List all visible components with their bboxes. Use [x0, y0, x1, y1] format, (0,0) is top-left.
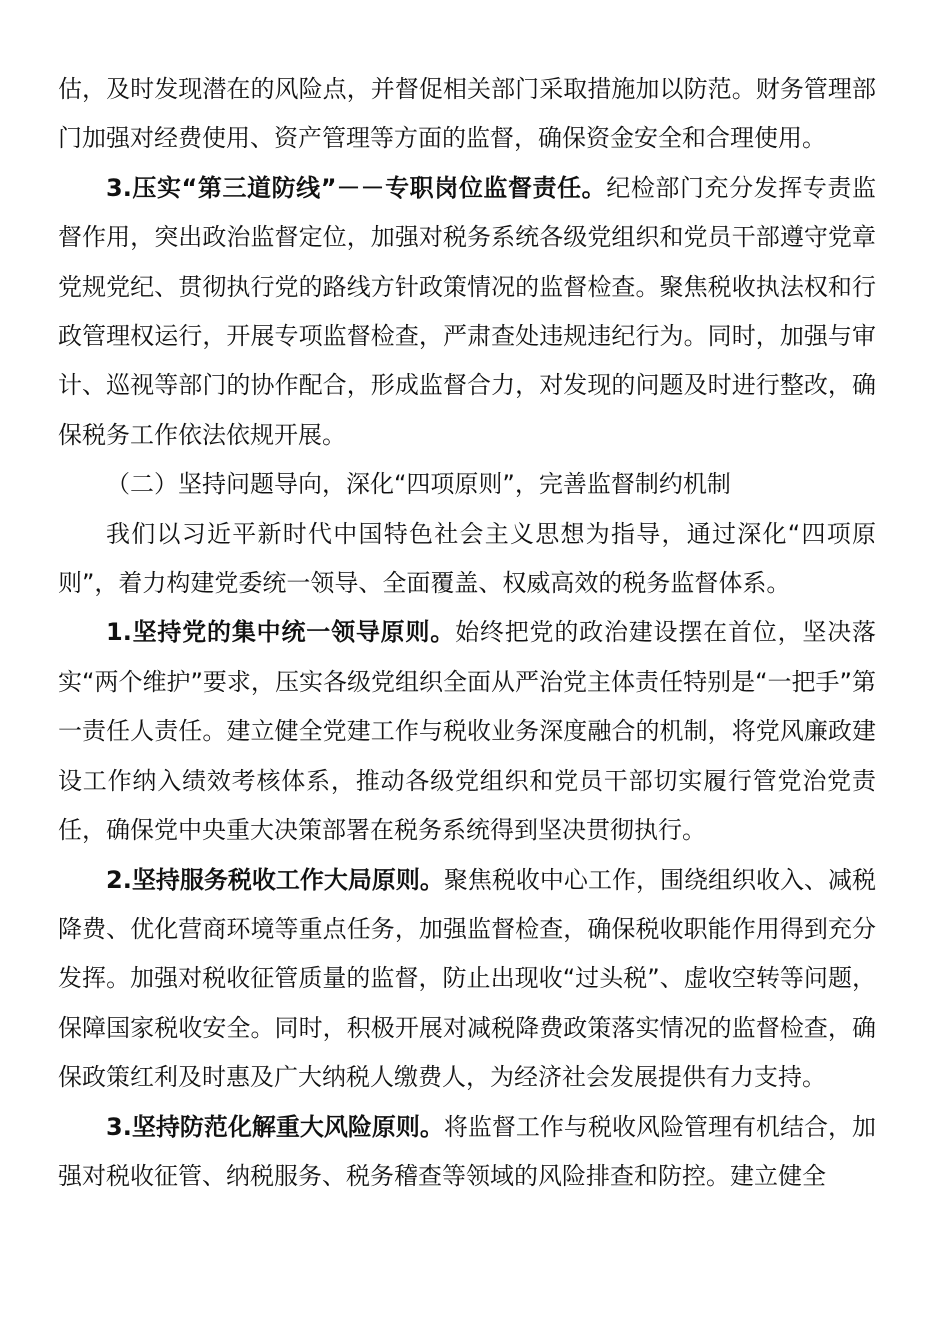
paragraph-text: 将监督工作与税收风险管理有机结合，加强对税收征管、纳税服务、税务稽查等领域的风险排查和防控。建立健全: [58, 1112, 876, 1190]
paragraph-principle-1: [58, 608, 876, 855]
item-heading: 3.坚持防范化解重大风险原则。: [106, 1112, 444, 1141]
paragraph-text: 纪检部门充分发挥专责监督作用，突出政治监督定位，加强对税务系统各级党组织和党员干部遵守党章党规党纪、贯彻执行党的路线方针政策情况的监督检查。聚焦税收执法权和行政管理权运行，开展专项监督检查，严肃查处违规违纪行为。同时，加强与审计、巡视等部门的协作配合，形成监督合力，对发现的问题及时进行整改，确保税务工作依法依规开展。: [58, 173, 876, 449]
paragraph-text: 始终把党的政治建设摆在首位，坚决落实“两个维护”要求，压实各级党组织全面从严治党主体责任特别是“一把手”第一责任人责任。建立健全党建工作与税收业务深度融合的机制，将党风廉政建设工作纳入绩效考核体系，推动各级党组织和党员干部切实履行管党治党责任，确保党中央重大决策部署在税务系统得到坚决贯彻执行。: [58, 618, 876, 845]
paragraph-text: 聚焦税收中心工作，围绕组织收入、减税降费、优化营商环境等重点任务，加强监督检查，确保税收职能作用得到充分发挥。加强对税收征管质量的监督，防止出现收“过头税”、虚收空转等问题，保障国家税收安全。同时，积极开展对减税降费政策落实情况的监督检查，确保政策红利及时惠及广大纳税人缴费人，为经济社会发展提供有力支持。: [58, 865, 876, 1092]
item-heading: 3.压实“第三道防线”－－专职岗位监督责任。: [106, 173, 607, 202]
item-heading: 2.坚持服务税收工作大局原则。: [106, 865, 444, 894]
document-body: [58, 65, 876, 1201]
paragraph-intro: [58, 510, 876, 609]
paragraph-principle-3: [58, 1103, 876, 1202]
paragraph-text: 我们以习近平新时代中国特色社会主义思想为指导，通过深化“四项原则”，着力构建党委统一领导、全面覆盖、权威高效的税务监督体系。: [58, 519, 876, 598]
paragraph-continuation: [58, 65, 876, 164]
paragraph-third-defense-line: [58, 164, 876, 460]
section-heading: [58, 460, 876, 509]
paragraph-text: 估，及时发现潜在的风险点，并督促相关部门采取措施加以防范。财务管理部门加强对经费使用、资产管理等方面的监督，确保资金安全和合理使用。: [58, 75, 876, 153]
section-heading-text: （二）坚持问题导向，深化“四项原则”，完善监督制约机制: [106, 470, 731, 499]
paragraph-principle-2: [58, 856, 876, 1103]
item-heading: 1.坚持党的集中统一领导原则。: [106, 618, 456, 647]
